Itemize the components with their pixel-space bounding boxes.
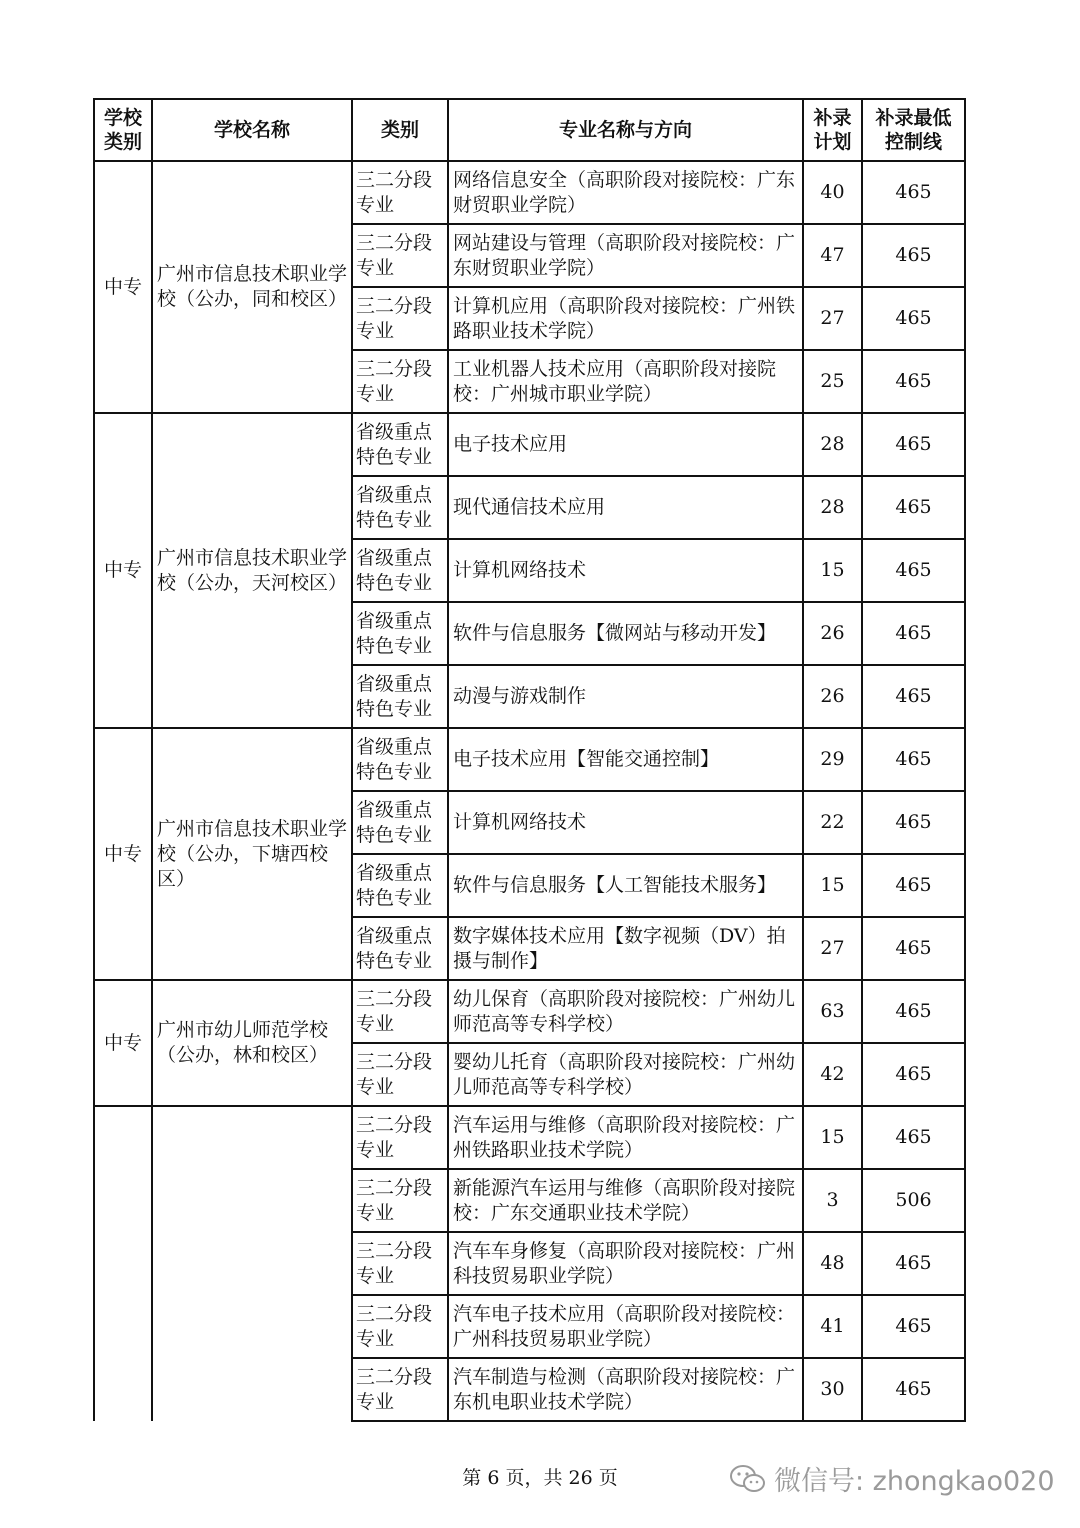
plan-cell: 28	[803, 413, 862, 476]
plan-cell: 63	[803, 980, 862, 1043]
min-score-cell: 506	[862, 1169, 965, 1232]
category-cell: 三二分段专业	[352, 1043, 448, 1106]
major-cell: 网站建设与管理（高职阶段对接院校：广东财贸职业学院）	[448, 224, 803, 287]
admission-table	[93, 98, 966, 1422]
major-cell: 汽车运用与维修（高职阶段对接院校：广州铁路职业技术学院）	[448, 1106, 803, 1169]
min-score-cell: 465	[862, 1358, 965, 1421]
min-score-cell: 465	[862, 791, 965, 854]
major-cell: 幼儿保育（高职阶段对接院校：广州幼儿师范高等专科学校）	[448, 980, 803, 1043]
school-name-cell	[152, 1106, 352, 1421]
category-cell: 三二分段专业	[352, 1358, 448, 1421]
category-cell: 省级重点特色专业	[352, 539, 448, 602]
major-cell: 动漫与游戏制作	[448, 665, 803, 728]
school-name-cell: 广州市信息技术职业学校（公办，下塘西校区）	[152, 728, 352, 980]
header-plan: 补录 计划	[803, 99, 862, 161]
major-cell: 汽车电子技术应用（高职阶段对接院校：广州科技贸易职业学院）	[448, 1295, 803, 1358]
header-school-type: 学校 类别	[94, 99, 152, 161]
school-name-cell: 广州市信息技术职业学校（公办，同和校区）	[152, 161, 352, 413]
header-min-score: 补录最低 控制线	[862, 99, 965, 161]
table-row	[94, 728, 965, 791]
min-score-cell: 465	[862, 539, 965, 602]
min-score-cell: 465	[862, 1295, 965, 1358]
major-cell: 软件与信息服务【人工智能技术服务】	[448, 854, 803, 917]
min-score-cell: 465	[862, 413, 965, 476]
category-cell: 三二分段专业	[352, 1169, 448, 1232]
table-row	[94, 413, 965, 476]
major-cell: 婴幼儿托育（高职阶段对接院校：广州幼儿师范高等专科学校）	[448, 1043, 803, 1106]
table-row	[94, 980, 965, 1043]
wechat-icon	[728, 1463, 768, 1495]
category-cell: 省级重点特色专业	[352, 665, 448, 728]
min-score-cell: 465	[862, 980, 965, 1043]
min-score-cell: 465	[862, 161, 965, 224]
table-row	[94, 1106, 965, 1169]
category-cell: 省级重点特色专业	[352, 602, 448, 665]
header-school-name: 学校名称	[152, 99, 352, 161]
plan-cell: 47	[803, 224, 862, 287]
table-body	[94, 161, 965, 1421]
plan-cell: 30	[803, 1358, 862, 1421]
min-score-cell: 465	[862, 1043, 965, 1106]
category-cell: 三二分段专业	[352, 224, 448, 287]
min-score-cell: 465	[862, 350, 965, 413]
school-type-cell: 中专	[94, 413, 152, 728]
plan-cell: 26	[803, 665, 862, 728]
category-cell: 省级重点特色专业	[352, 476, 448, 539]
header-category: 类别	[352, 99, 448, 161]
school-type-cell: 中专	[94, 728, 152, 980]
plan-cell: 15	[803, 1106, 862, 1169]
category-cell: 三二分段专业	[352, 161, 448, 224]
category-cell: 三二分段专业	[352, 980, 448, 1043]
table-header-row	[94, 99, 965, 161]
major-cell: 计算机应用（高职阶段对接院校：广州铁路职业技术学院）	[448, 287, 803, 350]
min-score-cell: 465	[862, 1232, 965, 1295]
min-score-cell: 465	[862, 854, 965, 917]
category-cell: 省级重点特色专业	[352, 413, 448, 476]
category-cell: 省级重点特色专业	[352, 854, 448, 917]
page-number: 第 6 页，共 26 页	[462, 1467, 618, 1489]
table-row	[94, 161, 965, 224]
plan-cell: 22	[803, 791, 862, 854]
school-name-cell: 广州市幼儿师范学校（公办，林和校区）	[152, 980, 352, 1106]
min-score-cell: 465	[862, 1106, 965, 1169]
major-cell: 汽车车身修复（高职阶段对接院校：广州科技贸易职业学院）	[448, 1232, 803, 1295]
plan-cell: 27	[803, 287, 862, 350]
plan-cell: 3	[803, 1169, 862, 1232]
plan-cell: 28	[803, 476, 862, 539]
plan-cell: 41	[803, 1295, 862, 1358]
min-score-cell: 465	[862, 602, 965, 665]
min-score-cell: 465	[862, 917, 965, 980]
school-type-cell	[94, 1106, 152, 1421]
major-cell: 计算机网络技术	[448, 539, 803, 602]
min-score-cell: 465	[862, 665, 965, 728]
major-cell: 计算机网络技术	[448, 791, 803, 854]
plan-cell: 27	[803, 917, 862, 980]
major-cell: 现代通信技术应用	[448, 476, 803, 539]
school-type-cell: 中专	[94, 980, 152, 1106]
major-cell: 工业机器人技术应用（高职阶段对接院校：广州城市职业学院）	[448, 350, 803, 413]
school-name-cell: 广州市信息技术职业学校（公办，天河校区）	[152, 413, 352, 728]
category-cell: 三二分段专业	[352, 350, 448, 413]
category-cell: 省级重点特色专业	[352, 917, 448, 980]
plan-cell: 40	[803, 161, 862, 224]
plan-cell: 48	[803, 1232, 862, 1295]
category-cell: 省级重点特色专业	[352, 791, 448, 854]
category-cell: 三二分段专业	[352, 1295, 448, 1358]
major-cell: 电子技术应用	[448, 413, 803, 476]
major-cell: 软件与信息服务【微网站与移动开发】	[448, 602, 803, 665]
watermark-text: 微信号: zhongkao020	[774, 1466, 1055, 1497]
major-cell: 汽车制造与检测（高职阶段对接院校：广东机电职业技术学院）	[448, 1358, 803, 1421]
plan-cell: 42	[803, 1043, 862, 1106]
school-type-cell: 中专	[94, 161, 152, 413]
plan-cell: 26	[803, 602, 862, 665]
plan-cell: 15	[803, 854, 862, 917]
category-cell: 三二分段专业	[352, 1232, 448, 1295]
category-cell: 三二分段专业	[352, 287, 448, 350]
plan-cell: 29	[803, 728, 862, 791]
major-cell: 数字媒体技术应用【数字视频（DV）拍摄与制作】	[448, 917, 803, 980]
min-score-cell: 465	[862, 728, 965, 791]
major-cell: 网络信息安全（高职阶段对接院校：广东财贸职业学院）	[448, 161, 803, 224]
major-cell: 新能源汽车运用与维修（高职阶段对接院校：广东交通职业技术学院）	[448, 1169, 803, 1232]
plan-cell: 25	[803, 350, 862, 413]
category-cell: 省级重点特色专业	[352, 728, 448, 791]
plan-cell: 15	[803, 539, 862, 602]
min-score-cell: 465	[862, 224, 965, 287]
header-major: 专业名称与方向	[448, 99, 803, 161]
major-cell: 电子技术应用【智能交通控制】	[448, 728, 803, 791]
category-cell: 三二分段专业	[352, 1106, 448, 1169]
min-score-cell: 465	[862, 476, 965, 539]
min-score-cell: 465	[862, 287, 965, 350]
watermark	[728, 1459, 1055, 1498]
